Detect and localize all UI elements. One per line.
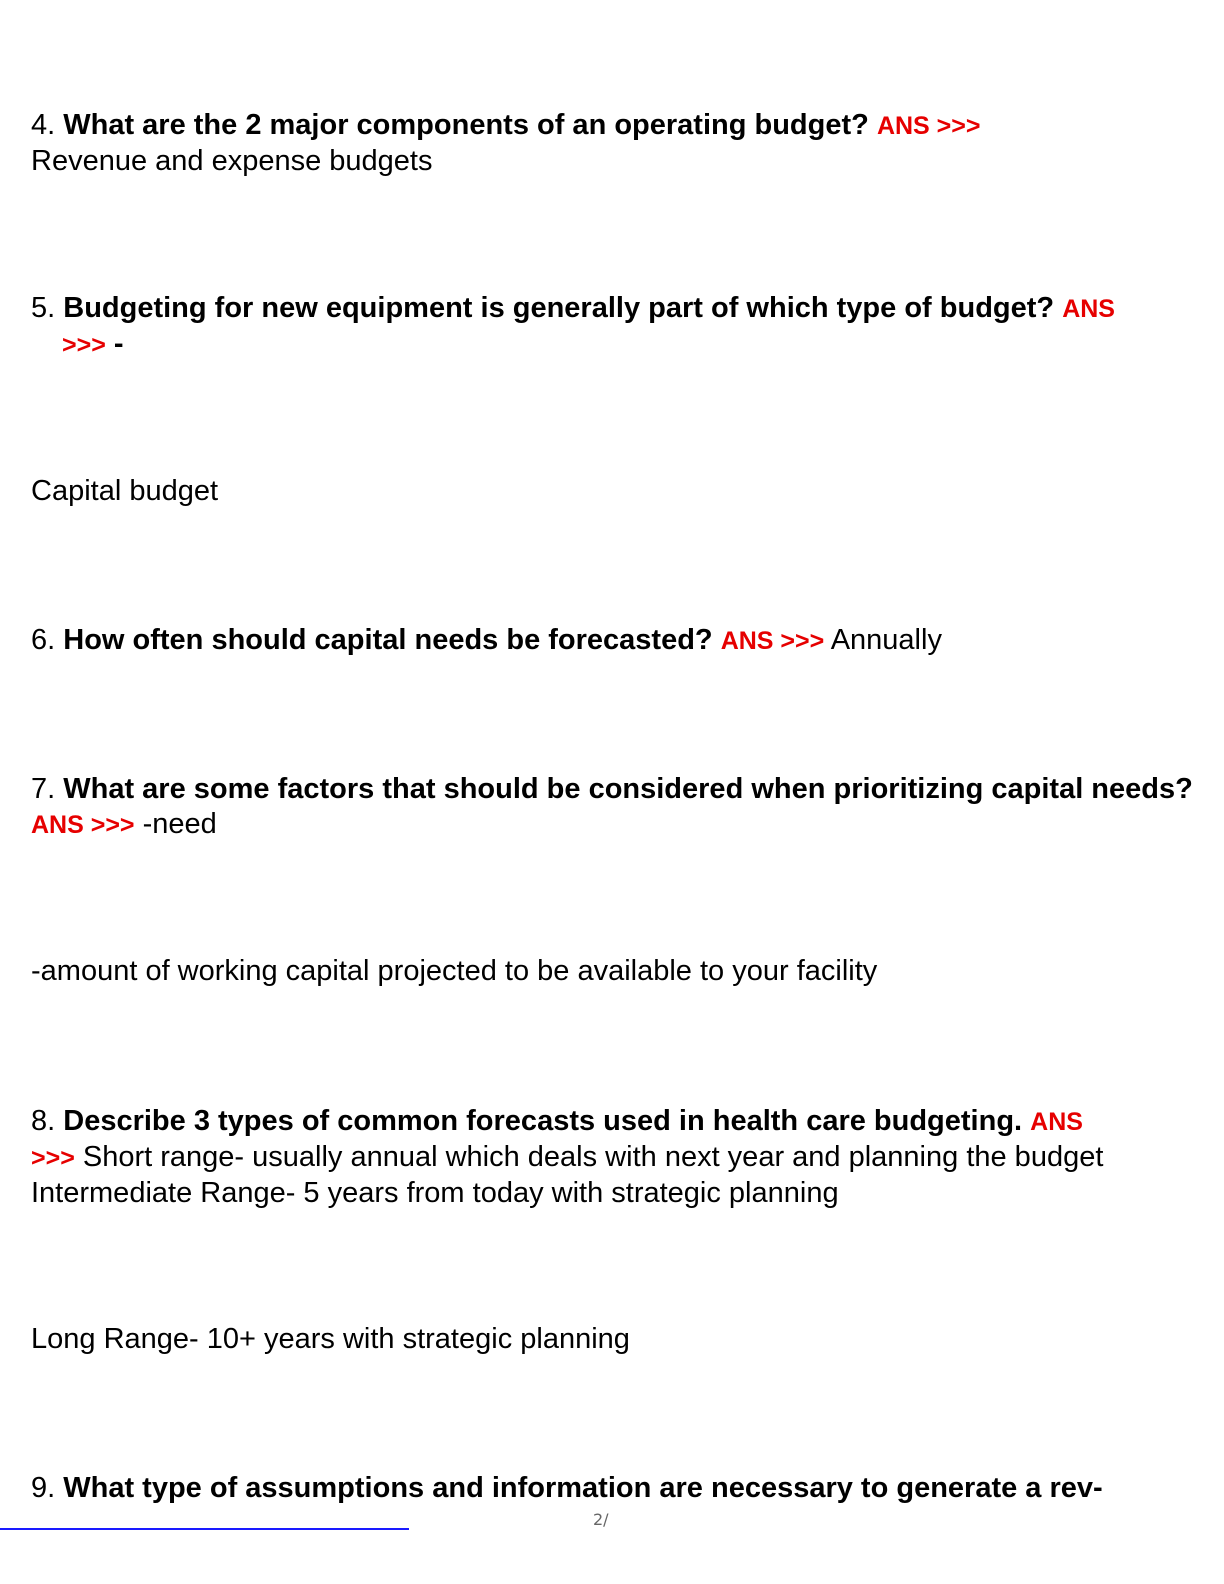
question-text: Budgeting for new equipment is generally part of which type of budget?: [63, 292, 1055, 324]
footer-rule: [0, 1528, 409, 1530]
answer-marker: ANS: [1062, 295, 1115, 323]
answer-marker: >>>: [62, 331, 106, 359]
answer-marker: ANS >>>: [31, 811, 135, 839]
question-4: [31, 108, 1210, 179]
question-9: [31, 1471, 1210, 1506]
question-7: [31, 772, 1210, 843]
answer-marker: ANS >>>: [876, 112, 981, 140]
question-number: 7.: [31, 773, 56, 805]
answer-text: -need: [142, 808, 217, 840]
question-text: How often should capital needs be forecasted?: [63, 624, 713, 656]
question-number: 9.: [31, 1472, 56, 1504]
answer-text: Annually: [830, 624, 942, 656]
question-number: 6.: [31, 624, 56, 656]
question-number: 8.: [31, 1105, 56, 1137]
page-number: 2/: [593, 1510, 609, 1529]
answer-5-text: Capital budget: [31, 475, 219, 507]
question-text: What type of assumptions and information are necessary to generate a rev-: [63, 1472, 1103, 1504]
answer-marker: >>>: [31, 1144, 75, 1172]
answer-text: Short range- usually annual which deals with next year and planning the budget Intermediate Range- 5 years from today with strategic planning: [31, 1141, 1104, 1209]
answer-marker: ANS: [1030, 1108, 1083, 1136]
question-5: [31, 291, 1210, 363]
answer-8-text: Long Range- 10+ years with strategic planning: [31, 1323, 630, 1355]
question-number: 4.: [31, 109, 56, 141]
question-number: 5.: [31, 292, 56, 324]
answer-marker: ANS >>>: [720, 627, 825, 655]
answer-7-text: -amount of working capital projected to be available to your facility: [31, 955, 878, 987]
question-8: [31, 1104, 1210, 1211]
question-text: Describe 3 types of common forecasts used in health care budgeting.: [63, 1105, 1023, 1137]
answer-text: Revenue and expense budgets: [31, 145, 433, 177]
answer-dash: -: [113, 328, 124, 360]
question-text: What are the 2 major components of an operating budget?: [63, 109, 869, 141]
question-6: [31, 623, 1210, 659]
question-text: What are some factors that should be considered when prioritizing capital needs?: [63, 773, 1193, 805]
